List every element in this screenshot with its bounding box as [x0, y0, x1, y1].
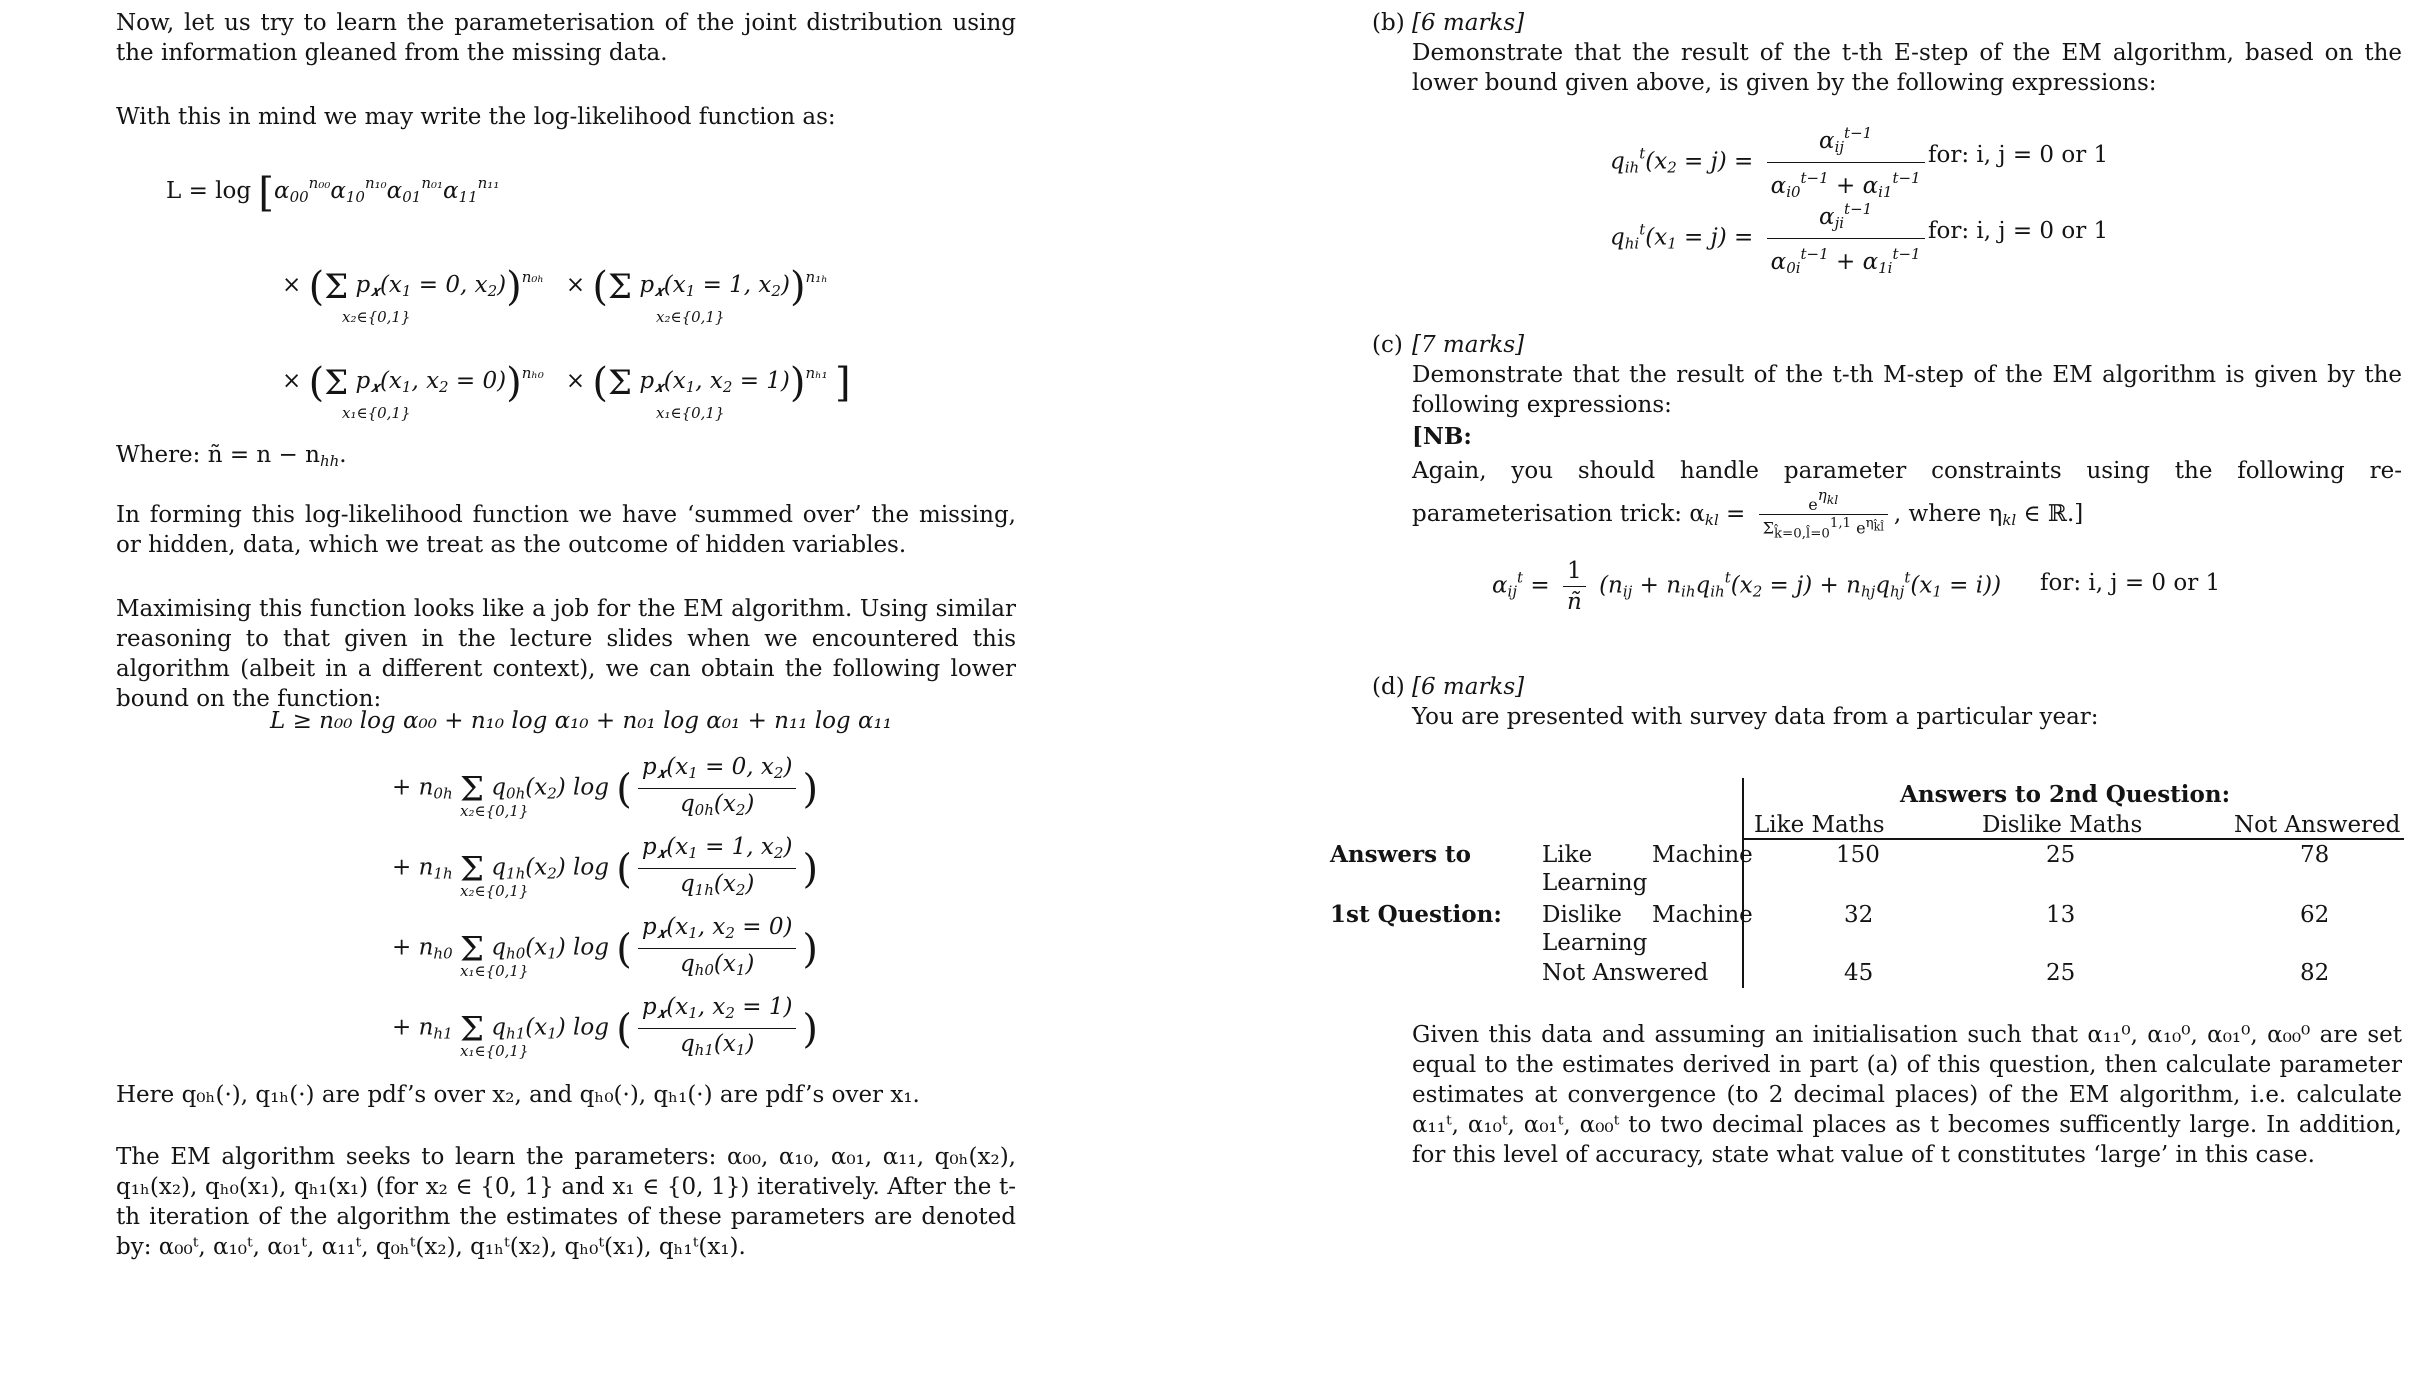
- part-c-label: (c): [1372, 332, 1403, 358]
- col-header-dislike: Dislike Maths: [1982, 812, 2143, 838]
- e-step-eq-1: $q_{ih}^t(x_2 = j)$ = $\frac{\alpha_{ij}^{t-1}}{\alpha_{i0}^{t-1} + \alpha_{i1}^{t-1}}$: [1610, 118, 1931, 207]
- part-d-after-text: Given this data and assuming an initialisation such that α₁₁⁰, α₁₀⁰, α₀₁⁰, α₀₀⁰ are set equal to the estimates derived in part (a) of this question, then calculate parameter estimates at convergence (to 2 decimal places) of the EM algorithm, i.e. calculate α₁₁ᵗ, α₁₀ᵗ, α₀₁ᵗ, α₀₀ᵗ to two decimal places as t becomes sufficently large. In addition, for this level of accuracy, state what value of t constitutes ‘large’ in this case.: [1412, 1022, 2402, 1168]
- loglik-line-3: × (Σ $p_𝒙(x_1$, $x_2 = 0))^{n_{h0}}$ × (Σ $p_𝒙(x_1$, $x_2 = 1))^{n_{h1}}$ ]: [282, 360, 851, 406]
- intro-paragraph: Now, let us try to learn the parameterisation of the joint distribution using the information gleaned from the missing data.: [116, 10, 1016, 66]
- summed-over-paragraph: In forming this log-likelihood function we have ‘summed over’ the missing, or hidden, data, which we treat as the outcome of hidden variables.: [116, 502, 1016, 558]
- cell-r2-c2: 13: [2046, 902, 2076, 928]
- row-2-label-b: Machine: [1652, 902, 1753, 928]
- part-c-text: Demonstrate that the result of the t-th M-step of the EM algorithm is given by the following expressions:: [1412, 362, 2402, 418]
- nb-label: [NB:: [1412, 423, 1472, 450]
- cond-b1: for: i, j = 0 or 1: [1928, 142, 2109, 168]
- part-d-marks: [6 marks]: [1412, 674, 1525, 700]
- row-2-label-c: Learning: [1542, 930, 1648, 956]
- part-c-marks: [7 marks]: [1412, 332, 1525, 358]
- cond-b2: for: i, j = 0 or 1: [1928, 218, 2109, 244]
- col-header-like: Like Maths: [1754, 812, 1885, 838]
- cond-c: for: i, j = 0 or 1: [2040, 570, 2221, 596]
- row-group-header-1: Answers to: [1330, 841, 1471, 868]
- maximising-paragraph: Maximising this function looks like a job for the EM algorithm. Using similar reasoning to that given in the lecture slides when we encountered this algorithm (albeit in a different context), we can obtain the following lower bound on the function:: [116, 596, 1016, 712]
- lower-bound-line-3: + $n_{1h}$ Σ $q_{1h}(x_2)$ log ( $\frac{p_𝒙(x_1 = 1, x_2)}{q_{1h}(x_2)}$ ): [392, 834, 819, 899]
- pdf-note: Here q₀ₕ(·), q₁ₕ(·) are pdf’s over x₂, and qₕ₀(·), qₕ₁(·) are pdf’s over x₁.: [116, 1082, 920, 1108]
- row-2-label-a: Dislike: [1542, 902, 1622, 928]
- cell-r2-c1: 32: [1844, 902, 1874, 928]
- lower-bound-line-4: + $n_{h0}$ Σ $q_{h0}(x_1)$ log ( $\frac{p_𝒙(x_1, x_2 = 0)}{q_{h0}(x_1)}$ ): [392, 914, 819, 979]
- cell-r3-c2: 25: [2046, 960, 2076, 986]
- lower-bound-line-1: L ≥ n₀₀ log α₀₀ + n₁₀ log α₁₀ + n₀₁ log α₀₁ + n₁₁ log α₁₁: [270, 708, 892, 734]
- lower-bound-line-2: + $n_{0h}$ Σ $q_{0h}(x_2)$ log ( $\frac{p_𝒙(x_1 = 0, x_2)}{q_{0h}(x_2)}$ ): [392, 754, 819, 819]
- cell-r1-c2: 25: [2046, 842, 2076, 868]
- part-b-label: (b): [1372, 10, 1405, 36]
- L-label: L = log: [166, 178, 252, 204]
- cell-r2-c3: 62: [2300, 902, 2330, 928]
- lower-bound-line-5: + $n_{h1}$ Σ $q_{h1}(x_1)$ log ( $\frac{p_𝒙(x_1, x_2 = 1)}{q_{h1}(x_1)}$ ): [392, 994, 819, 1059]
- part-d-text: You are presented with survey data from a particular year:: [1412, 704, 2099, 730]
- cell-r1-c3: 78: [2300, 842, 2330, 868]
- loglik-intro: With this in mind we may write the log-likelihood function as:: [116, 104, 836, 130]
- loglik-line-2: × (Σ $p_𝒙(x_1 = 0$, $x_2))^{n_{0h}}$ × (Σ $p_𝒙(x_1 = 1$, $x_2))^{n_{1h}}$: [282, 264, 828, 310]
- cell-r3-c3: 82: [2300, 960, 2330, 986]
- cell-r3-c1: 45: [1844, 960, 1874, 986]
- part-d-label: (d): [1372, 674, 1405, 700]
- e-step-eq-2: $q_{hi}^t(x_1 = j)$ = $\frac{\alpha_{ji}^{t-1}}{\alpha_{0i}^{t-1} + \alpha_{1i}^{t-1}}$: [1610, 194, 1931, 283]
- row-1-label-a: Like: [1542, 842, 1593, 868]
- row-group-header-2: 1st Question:: [1330, 901, 1502, 928]
- row-1-label-c: Learning: [1542, 870, 1648, 896]
- col-group-header: Answers to 2nd Question:: [1900, 781, 2231, 808]
- nb-text: Again, you should handle parameter constraints using the following re-parameterisation trick: $\alpha_{kl}$ = $\frac{e\eta_{kl}}{\Sigma_{k̂=0,l̂=0}^{1,1} e^{\eta_{k̂l̂}}}$ , where $\eta_{kl}$ ∈ ℝ.]: [1412, 458, 2402, 542]
- where-note: Where: ñ = $n - n_{hh}$.: [116, 442, 347, 470]
- row-3-label-a: Not Answered: [1542, 960, 1709, 986]
- m-step-eq: $\alpha_{ij}^t$ = $\frac{1}{ñ}$ $(n_{ij} + n_{ih}q_{ih}^t(x_2 = j) + n_{hj}q_{hj}^t(x_1 = i))$: [1492, 558, 2002, 615]
- part-b-text: Demonstrate that the result of the t-th E-step of the EM algorithm, based on the lower bound given above, is given by the following expressions:: [1412, 40, 2402, 96]
- em-params-paragraph: The EM algorithm seeks to learn the parameters: α₀₀, α₁₀, α₀₁, α₁₁, q₀ₕ(x₂), q₁ₕ(x₂), qₕ₀(x₁), qₕ₁(x₁) (for x₂ ∈ {0, 1} and x₁ ∈ {0, 1}) iteratively. After the t-th iteration of the algorithm the estimates of these parameters are denoted by: α₀₀ᵗ, α₁₀ᵗ, α₀₁ᵗ, α₁₁ᵗ, q₀ₕᵗ(x₂), q₁ₕᵗ(x₂), qₕ₀ᵗ(x₁), qₕ₁ᵗ(x₁).: [116, 1144, 1016, 1260]
- row-1-label-b: Machine: [1652, 842, 1753, 868]
- part-b-marks: [6 marks]: [1412, 10, 1525, 36]
- col-header-not-answered: Not Answered: [2234, 812, 2401, 838]
- cell-r1-c1: 150: [1836, 842, 1880, 868]
- loglik-line-1: $L = \log [\alpha_{00}^{n_{00}}\alpha_{10}^{n_{10}}\alpha_{01}^{n_{01}}\alpha_{11}^{n_{11}}$: [166, 170, 500, 216]
